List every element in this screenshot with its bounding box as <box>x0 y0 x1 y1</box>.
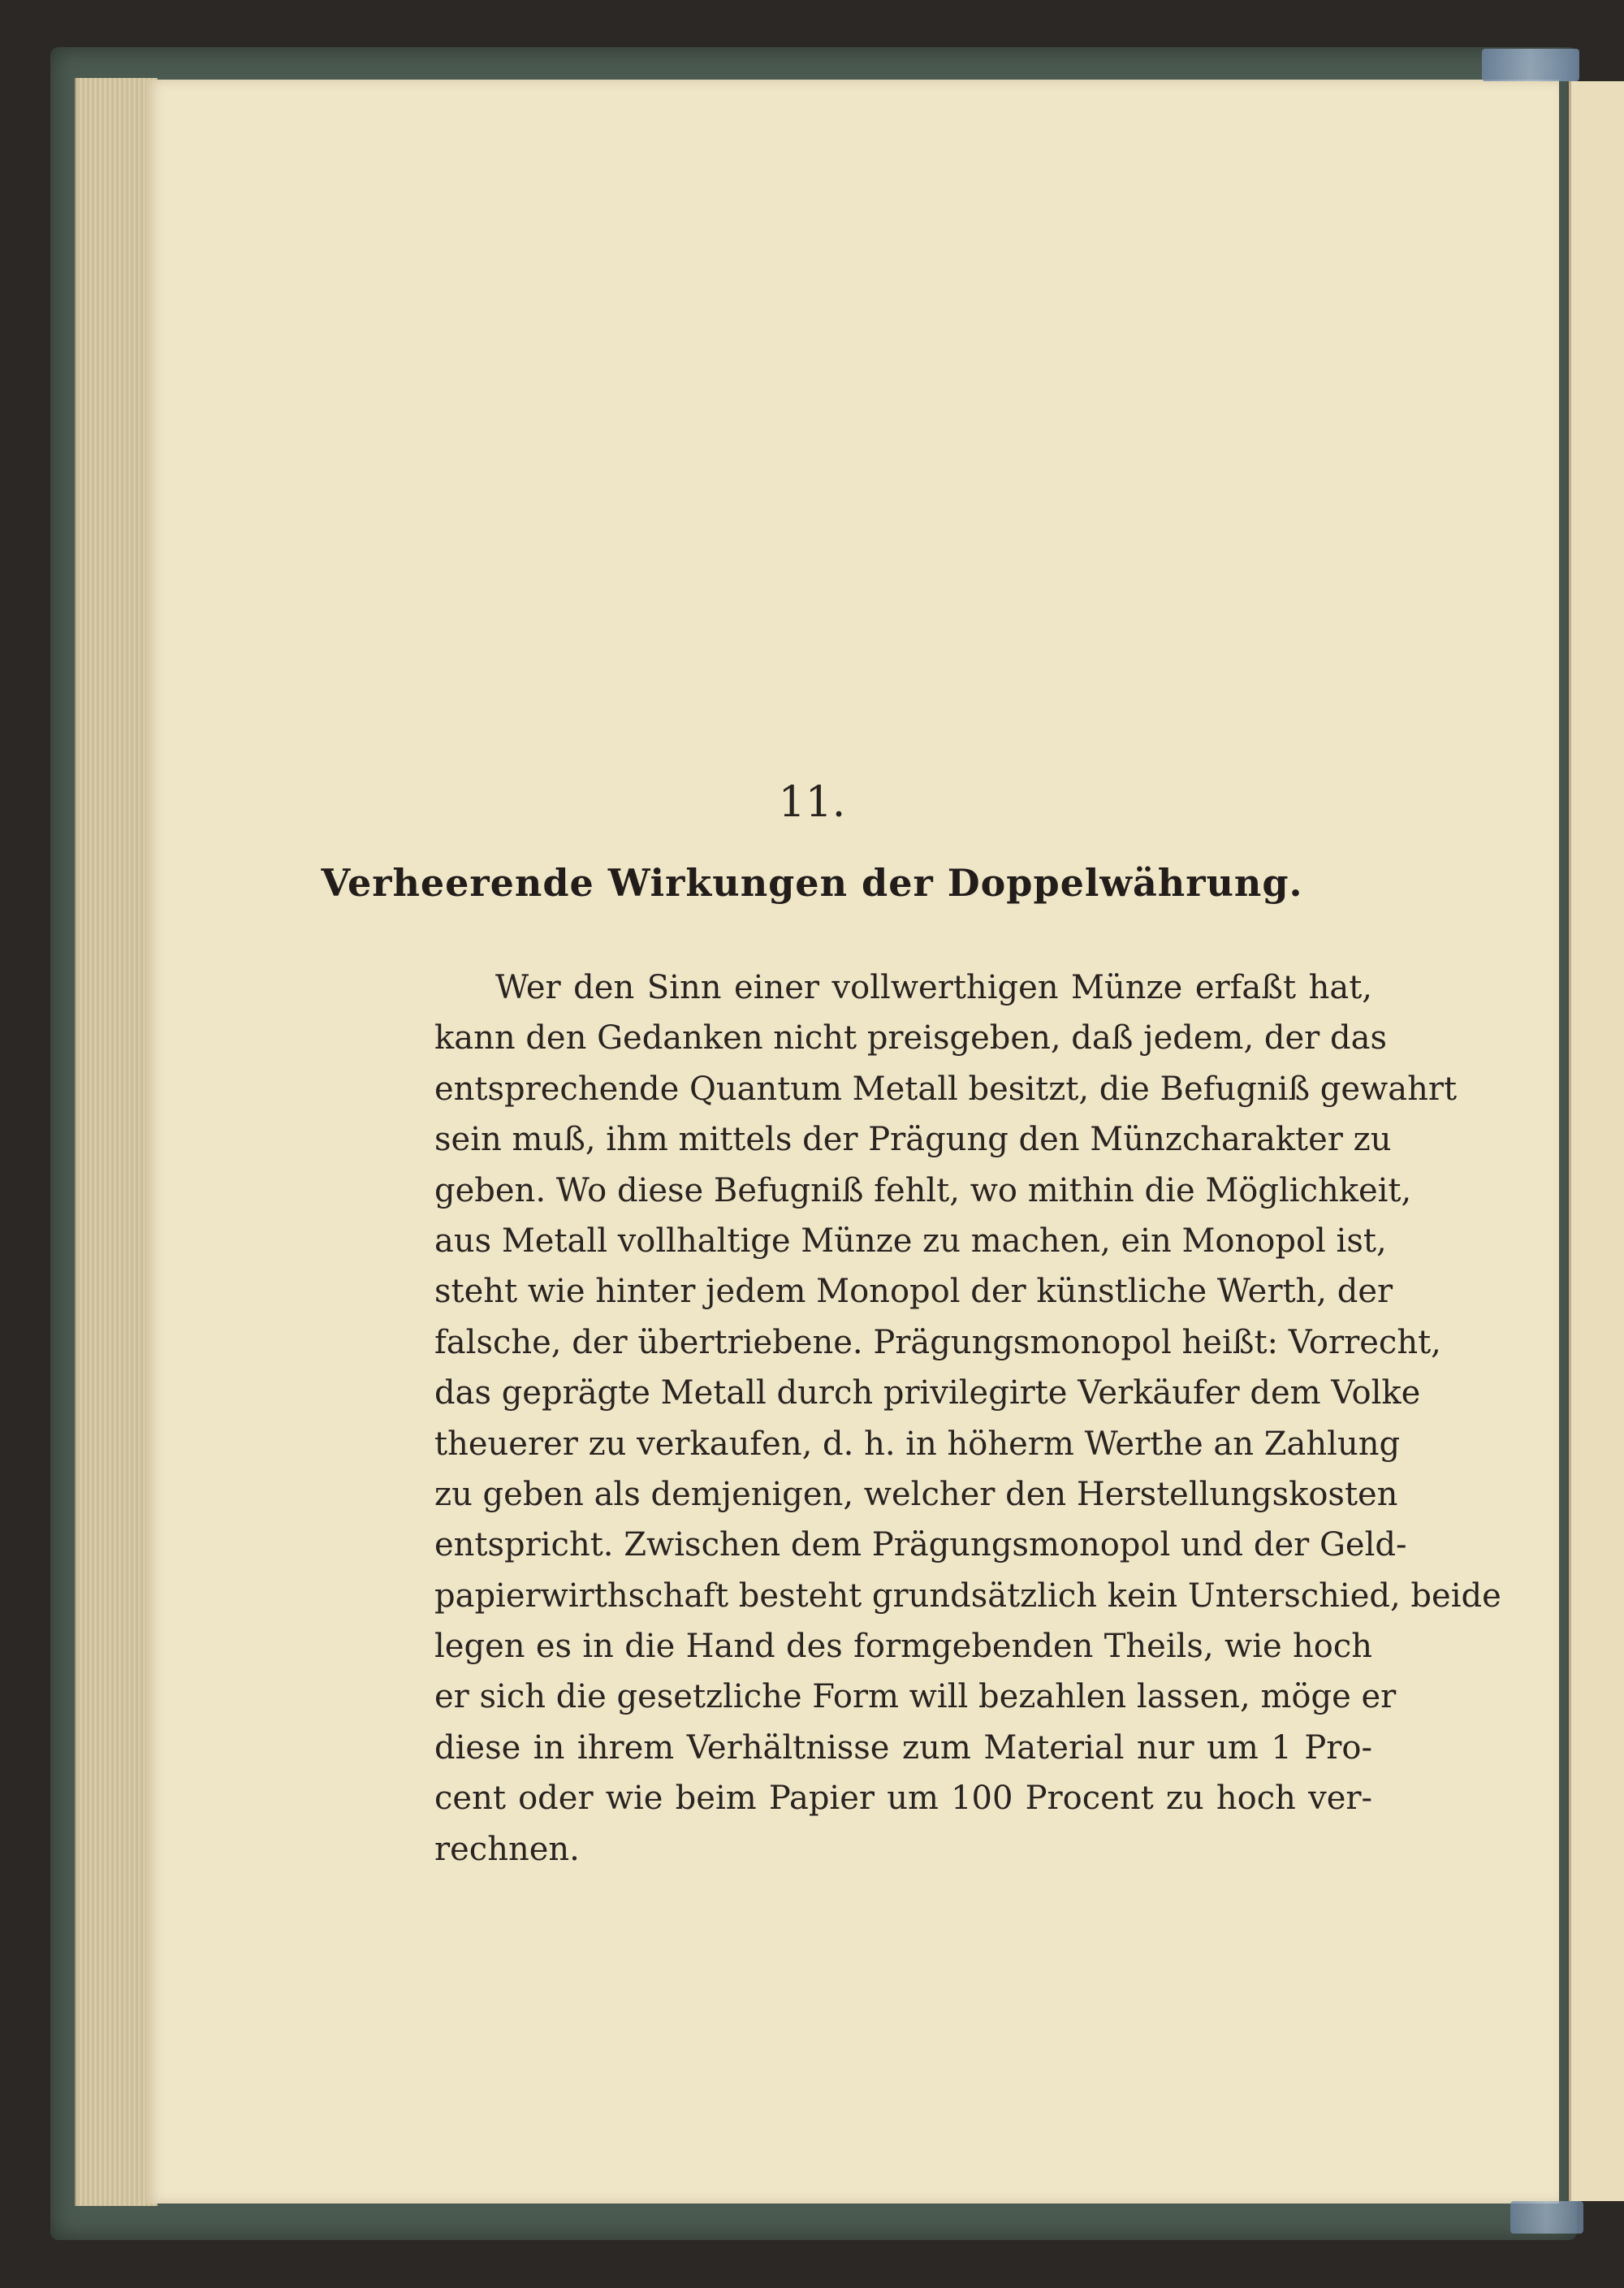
paragraph-line: das geprägte Metall durch privilegirte Verkäufer dem Volke <box>434 1374 1421 1412</box>
paragraph-line: papierwirthschaft besteht grundsätzlich kein Unterschied, beide <box>434 1577 1501 1615</box>
chapter-title: Verheerende Wirkungen der Doppelwährung. <box>321 861 1303 905</box>
paragraph-line: cent oder wie beim Papier um 100 Procent zu hoch ver- <box>434 1780 1372 1818</box>
paragraph-line: sein muß, ihm mittels der Prägung den Münzcharakter zu <box>434 1121 1392 1159</box>
paragraph-line: aus Metall vollhaltige Münze zu machen, ein Monopol ist, <box>434 1222 1387 1260</box>
bookmark-ribbon-bottom <box>1510 2201 1583 2234</box>
paragraph-line: kann den Gedanken nicht preisgeben, daß jedem, der das <box>434 1019 1387 1057</box>
paragraph-line: legen es in die Hand des formgebenden Theils, wie hoch <box>434 1628 1372 1666</box>
chapter-paragraph <box>434 962 1501 1875</box>
right-page-edge <box>1569 81 1624 2201</box>
paragraph-line: entsprechende Quantum Metall besitzt, die Befugniß gewahrt <box>434 1070 1458 1108</box>
paragraph-line: er sich die gesetzliche Form will bezahlen lassen, möge er <box>434 1678 1397 1716</box>
paragraph-line: steht wie hinter jedem Monopol der künstliche Werth, der <box>434 1273 1393 1311</box>
bookmark-ribbon-top <box>1482 49 1579 81</box>
paragraph-line: Wer den Sinn einer vollwerthigen Münze erfaßt hat, <box>495 969 1372 1006</box>
paragraph-line: entspricht. Zwischen dem Prägungsmonopol und der Geld- <box>434 1526 1407 1564</box>
paragraph-line: geben. Wo diese Befugniß fehlt, wo mithin die Möglichkeit, <box>434 1171 1412 1209</box>
paragraph-line: falsche, der übertriebene. Prägungsmonopol heißt: Vorrecht, <box>434 1323 1441 1361</box>
page-edges <box>75 78 158 2206</box>
paragraph-line: rechnen. <box>434 1830 580 1868</box>
paragraph-line: diese in ihrem Verhältnisse zum Material nur um 1 Pro- <box>434 1728 1372 1767</box>
paragraph-line: theuerer zu verkaufen, d. h. in höherm Werthe an Zahlung <box>434 1425 1401 1463</box>
chapter-number: 11. <box>778 778 846 827</box>
paragraph-line: zu geben als demjenigen, welcher den Herstellungskosten <box>434 1475 1398 1513</box>
